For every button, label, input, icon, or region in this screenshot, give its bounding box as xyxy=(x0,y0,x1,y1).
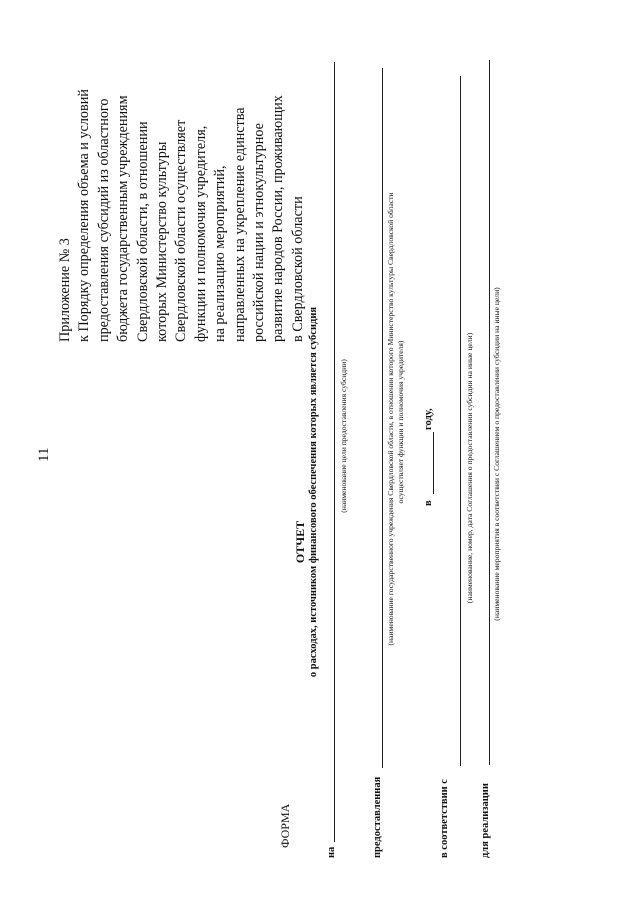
field-accordance-label: в соответствии с xyxy=(439,779,450,858)
appendix-line: в Свердловской области xyxy=(289,196,306,342)
appendix-line: к Порядку определения объема и условий xyxy=(76,89,93,342)
appendix-line: на реализацию мероприятий, xyxy=(212,165,229,342)
field-realization-line[interactable] xyxy=(489,60,490,765)
field-provided-label: предоставленная xyxy=(372,776,383,858)
appendix-line: Приложение № 3 xyxy=(57,238,73,342)
field-accordance-hint: (наименование, номер, дата Соглашения о предоставлении субсидии на иные цели) xyxy=(465,332,474,604)
appendix-line: которых Министерство культуры xyxy=(154,141,171,342)
form-label: ФОРМА xyxy=(278,803,292,848)
appendix-line: направленных на укрепление единства xyxy=(231,107,248,342)
field-provided-hint-2: осуществляет функции и полномочия учредителя) xyxy=(396,340,405,504)
field-na-line[interactable] xyxy=(334,62,335,842)
appendix-block xyxy=(56,42,308,342)
report-title: ОТЧЕТ xyxy=(293,520,307,564)
field-na-label: на xyxy=(326,846,337,858)
appendix-line: бюджета государственным учреждениям xyxy=(115,95,132,342)
period-suffix: году, xyxy=(423,408,434,430)
appendix-line: Свердловской области осуществляет xyxy=(173,119,190,342)
appendix-line: развитие народов России, проживающих xyxy=(270,95,287,342)
field-na-hint: (наименование цели предоставления субсидии) xyxy=(339,359,348,513)
field-realization-hint: (наименование мероприятия в соответствии с Соглашением о предоставлении субсидии на иные цели) xyxy=(492,287,501,621)
appendix-line: российской нации и этнокультурное xyxy=(251,123,268,342)
period-year-line[interactable] xyxy=(433,432,434,494)
field-provided-line[interactable] xyxy=(382,68,383,768)
appendix-line: Свердловской области, в отношении xyxy=(134,121,151,342)
field-realization-label: для реализации xyxy=(480,783,491,858)
appendix-line: предоставления субсидий из областного xyxy=(95,98,112,342)
field-provided-hint: (наименование государственного учреждения Свердловской области, в отношении которого Министерство культуры Свердловской области xyxy=(386,192,395,646)
period-prefix: в xyxy=(423,500,434,506)
report-subtitle: о расходах, источником финансового обеспечения которых является субсидия xyxy=(308,306,319,678)
appendix-line: функции и полномочия учредителя, xyxy=(192,125,209,342)
field-accordance-line[interactable] xyxy=(460,76,461,766)
page-number: 11 xyxy=(36,447,52,462)
